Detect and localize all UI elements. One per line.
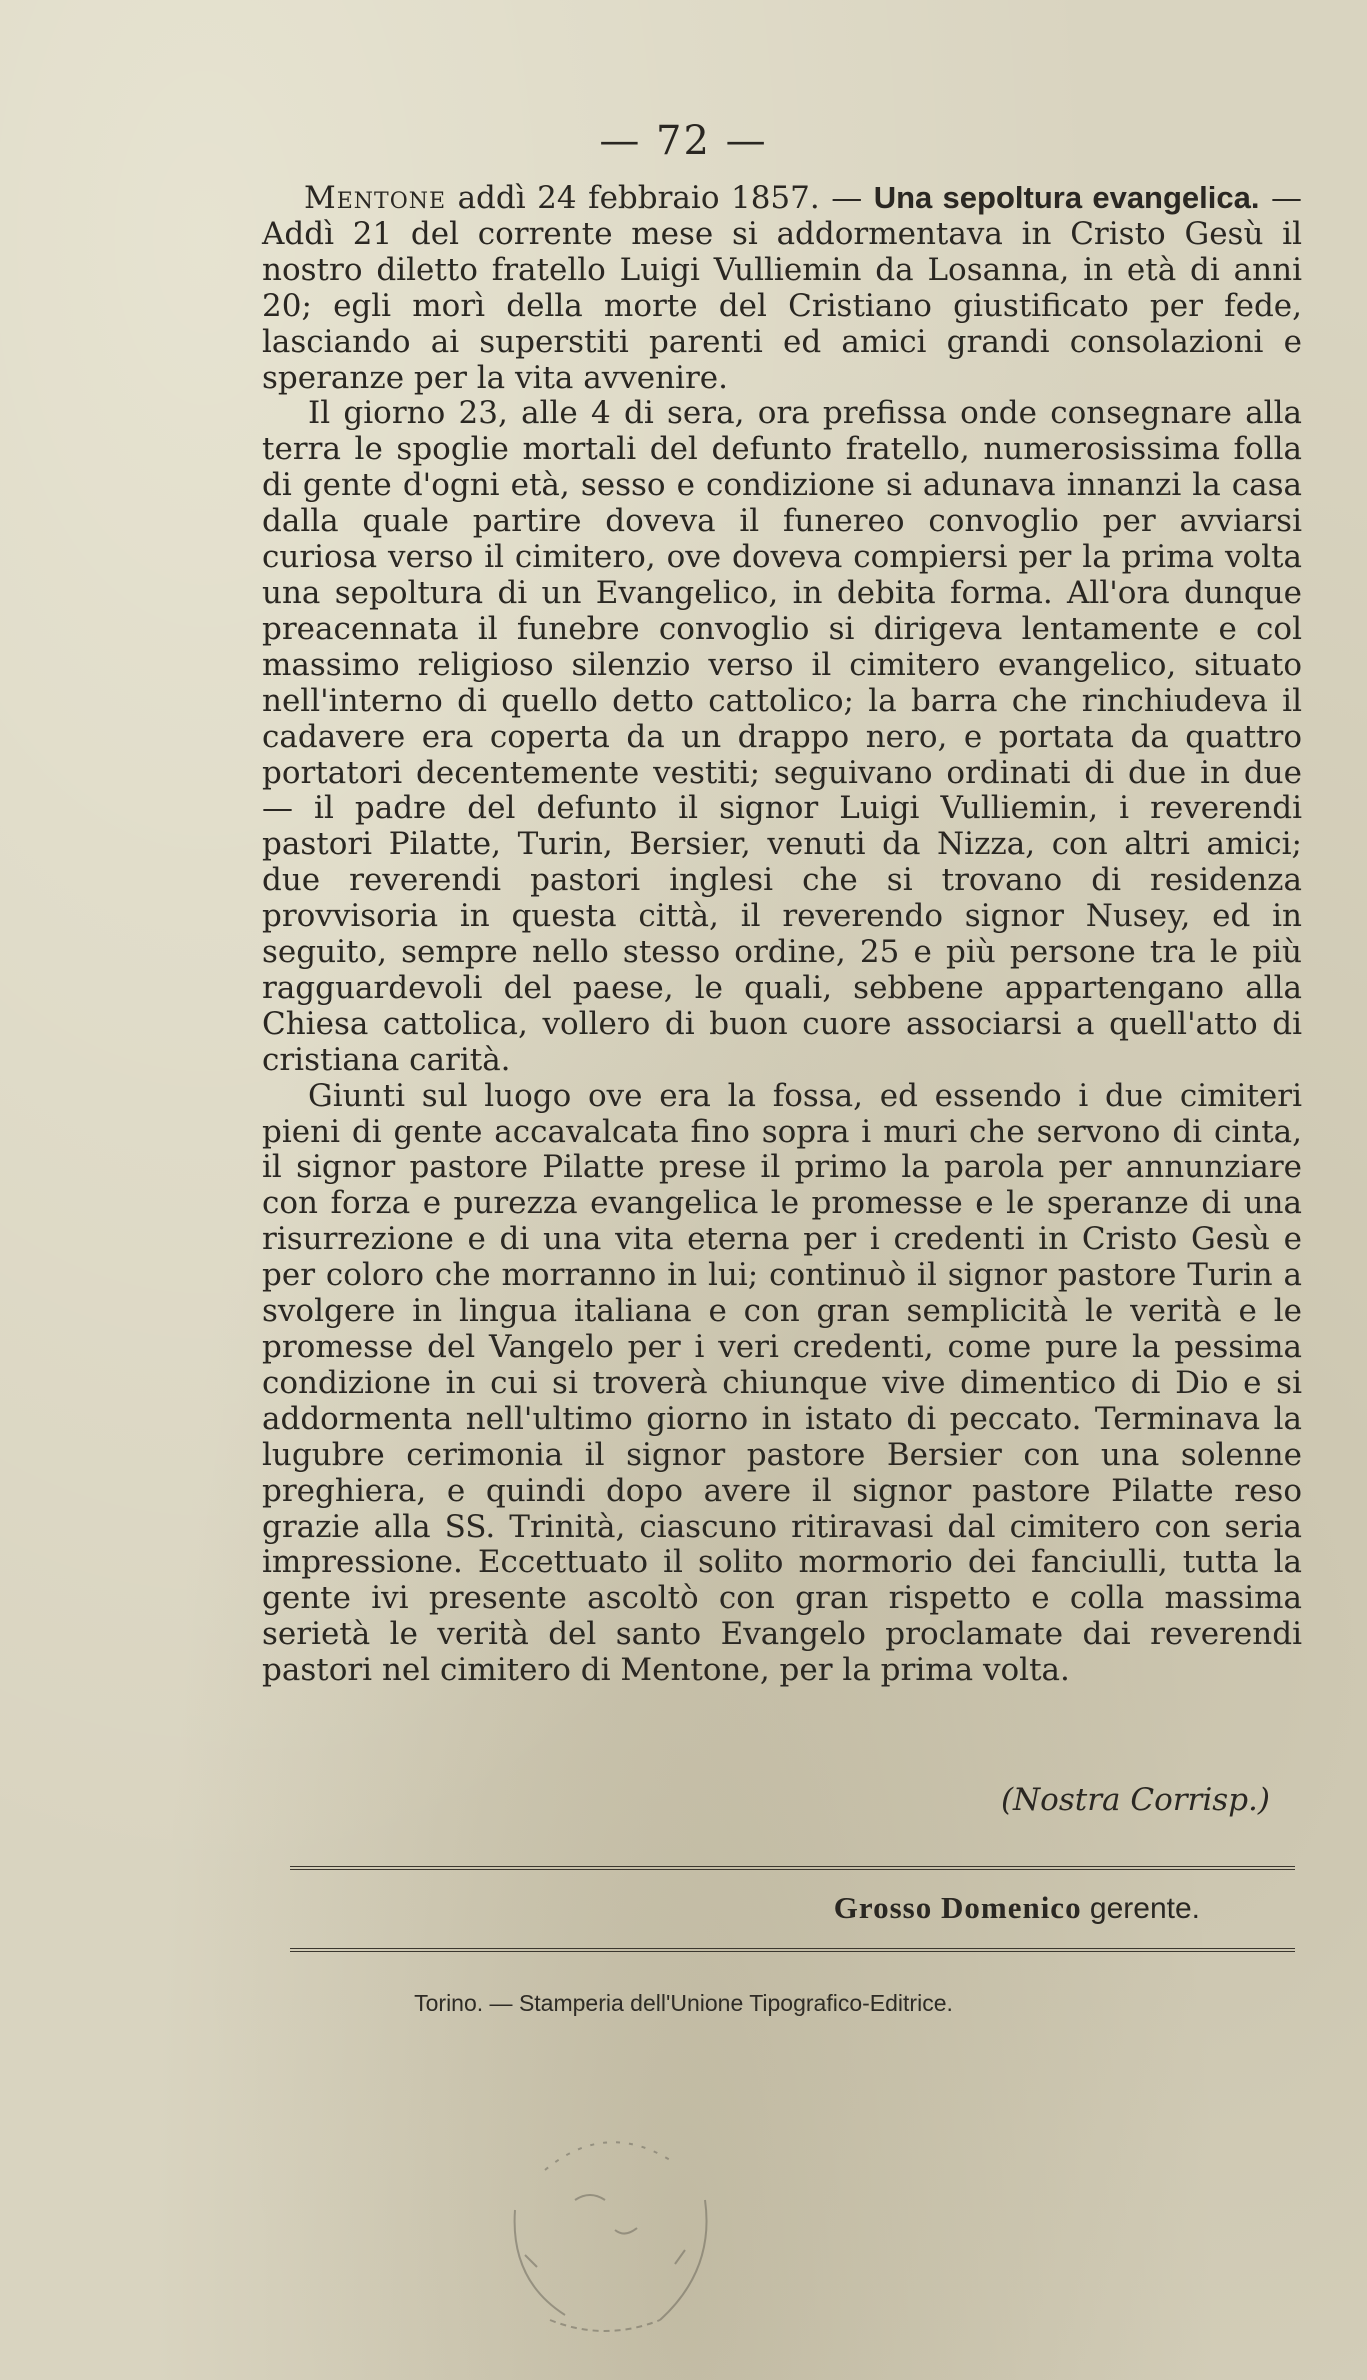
source-note: (Nostra Corrisp.): [1000, 1782, 1270, 1818]
article-paragraph-text: — Addì 21 del corrente mese si addormentava in Cristo Gesù il nostro diletto fratello Luigi Vulliemin da Losanna, in età di anni 20; egli morì della morte del Cristiano giustificato per fede, lasciando ai superstiti parenti ed amici grandi consolazioni e speranze per la vita avvenire.: [262, 180, 1302, 396]
gerente-name: Grosso Domenico: [833, 1890, 1082, 1925]
article-body: [262, 180, 1302, 1689]
dateline-place: Mentone: [304, 180, 447, 216]
divider-bottom: [290, 1948, 1295, 1952]
library-stamp: [455, 2080, 755, 2340]
divider-top: [290, 1866, 1295, 1870]
gerente-title: gerente.: [1081, 1892, 1200, 1925]
article-title: Una sepoltura evangelica.: [873, 180, 1260, 215]
dateline-date: addì 24 febbraio 1857. —: [446, 180, 874, 216]
article-paragraph: Il giorno 23, alle 4 di sera, ora prefissa onde consegnare alla terra le spoglie mortali del defunto fratello, numerosissima folla di gente d'ogni età, sesso e condizione si adunava innanzi la casa dalla quale partire doveva il funereo convoglio per avviarsi curiosa verso il cimitero, ove doveva compiersi per la prima volta una sepoltura di un Evangelico, in debita forma. All'ora dunque preacennata il funebre convoglio si dirigeva lentamente e col massimo religioso silenzio verso il cimitero evangelico, situato nell'interno di quello detto cattolico; la barra che rinchiudeva il cadavere era coperta da un drappo nero, e portata da quattro portatori decentemente vestiti; seguivano ordinati di due in due — il padre del defunto il signor Luigi Vulliemin, i reverendi pastori Pilatte, Turin, Bersier, venuti da Nizza, con altri amici; due reverendi pastori inglesi che si trovano di residenza provvisoria in questa città, il reverendo signor Nusey, ed in seguito, sempre nello stesso ordine, 25 e più persone tra le più ragguardevoli del paese, le quali, sebbene appartengano alla Chiesa cattolica, vollero di buon cuore associarsi a quell'atto di cristiana carità.: [262, 395, 1302, 1078]
article-paragraph: [262, 180, 1302, 396]
printer-imprint: Torino. — Stamperia dell'Unione Tipografico-Editrice.: [414, 1990, 953, 2016]
page-number: — 72 —: [599, 118, 768, 164]
article-paragraph: Giunti sul luogo ove era la fossa, ed essendo i due cimiteri pieni di gente accavalcata fino sopra i muri che servono di cinta, il signor pastore Pilatte prese il primo la parola per annunziare con forza e purezza evangelica le promesse e le speranze di una risurrezione e di una vita eterna per i credenti in Cristo Gesù e per coloro che morranno in lui; continuò il signor pastore Turin a svolgere in lingua italiana e con gran semplicità le verità e le promesse del Vangelo per i veri credenti, come pure la pessima condizione in cui si troverà chiunque vive dimentico di Dio e si addormenta nell'ultimo giorno in istato di peccato. Terminava la lugubre cerimonia il signor pastore Bersier con una solenne preghiera, e quindi dopo avere il signor pastore Pilatte reso grazie alla SS. Trinità, ciascuno ritiravasi dal cimitero con seria impressione. Eccettuato il solito mormorio dei fanciulli, tutta la gente ivi presente ascoltò con gran rispetto e colla massima serietà le verità del santo Evangelo proclamate dai reverendi pastori nel cimitero di Mentone, per la prima volta.: [262, 1077, 1302, 1689]
gerente-line: [0, 1890, 1200, 1926]
